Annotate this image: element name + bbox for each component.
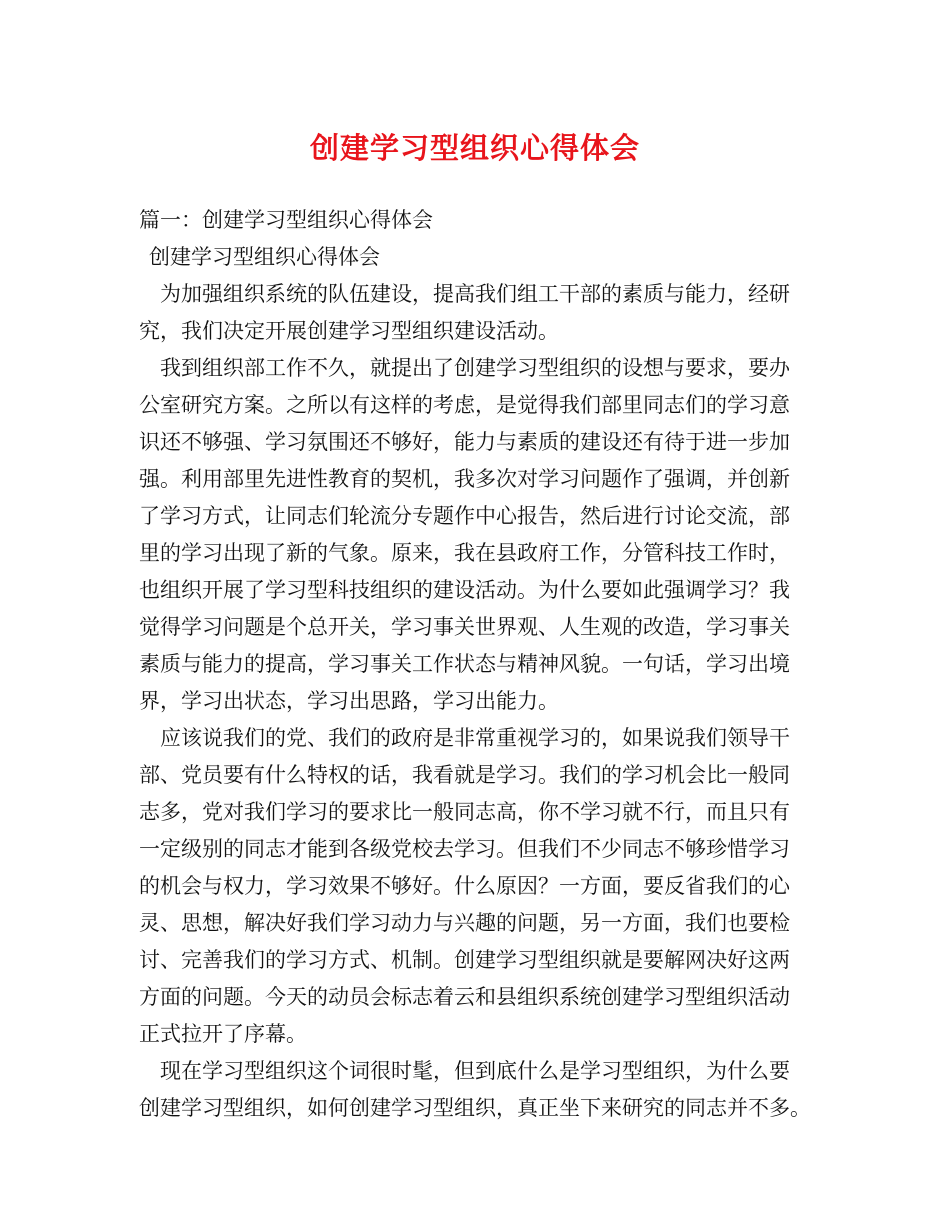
paragraph-line: 识还不够强、学习氛围还不够好，能力与素质的建设还有待于进一步加 [139,430,790,454]
paragraph-line: 灵、思想，解决好我们学习动力与兴趣的问题，另一方面，我们也要检 [139,911,790,935]
paragraph-line: 公室研究方案。之所以有这样的考虑，是觉得我们部里同志们的学习意 [139,393,790,417]
paragraph-line: 也组织开展了学习型科技组织的建设活动。为什么要如此强调学习？我 [139,578,790,602]
paragraph-line: 里的学习出现了新的气象。原来，我在县政府工作，分管科技工作时， [139,541,790,565]
paragraph-line: 觉得学习问题是个总开关，学习事关世界观、人生观的改造，学习事关 [139,615,790,639]
section-heading: 篇一：创建学习型组织心得体会 [139,208,433,232]
paragraph-line: 的机会与权力，学习效果不够好。什么原因？一方面，要反省我们的心 [139,874,790,898]
paragraph-line: 界，学习出状态，学习出思路，学习出能力。 [139,689,559,713]
paragraph-line: 讨、完善我们的学习方式、机制。创建学习型组织就是要解网决好这两 [139,948,790,972]
paragraph-line: 我到组织部工作不久，就提出了创建学习型组织的设想与要求，要办 [160,356,790,380]
paragraph-line: 志多，党对我们学习的要求比一般同志高，你不学习就不行，而且只有 [139,800,790,824]
paragraph-line: 为加强组织系统的队伍建设，提高我们组工干部的素质与能力，经研 [160,282,790,306]
paragraph-line: 素质与能力的提高，学习事关工作状态与精神风貌。一句话，学习出境 [139,652,790,676]
paragraph-line: 正式拉开了序幕。 [139,1022,307,1046]
paragraph-line: 应该说我们的党、我们的政府是非常重视学习的，如果说我们领导干 [160,726,790,750]
document-title: 创建学习型组织心得体会 [309,131,640,165]
paragraph-line: 现在学习型组织这个词很时髦，但到底什么是学习型组织，为什么要 [160,1059,790,1083]
subheading: 创建学习型组织心得体会 [149,245,380,269]
paragraph-line: 一定级别的同志才能到各级党校去学习。但我们不少同志不够珍惜学习 [139,837,790,861]
paragraph-line: 创建学习型组织，如何创建学习型组织，真正坐下来研究的同志并不多。 [139,1096,811,1120]
paragraph-line: 部、党员要有什么特权的话，我看就是学习。我们的学习机会比一般同 [139,763,790,787]
paragraph-line: 方面的问题。今天的动员会标志着云和县组织系统创建学习型组织活动 [139,985,790,1009]
paragraph-line: 究，我们决定开展创建学习型组织建设活动。 [139,319,559,343]
paragraph-line: 了学习方式，让同志们轮流分专题作中心报告，然后进行讨论交流，部 [139,504,790,528]
document-body [139,202,821,1127]
paragraph-line: 强。利用部里先进性教育的契机，我多次对学习问题作了强调，并创新 [139,467,790,491]
